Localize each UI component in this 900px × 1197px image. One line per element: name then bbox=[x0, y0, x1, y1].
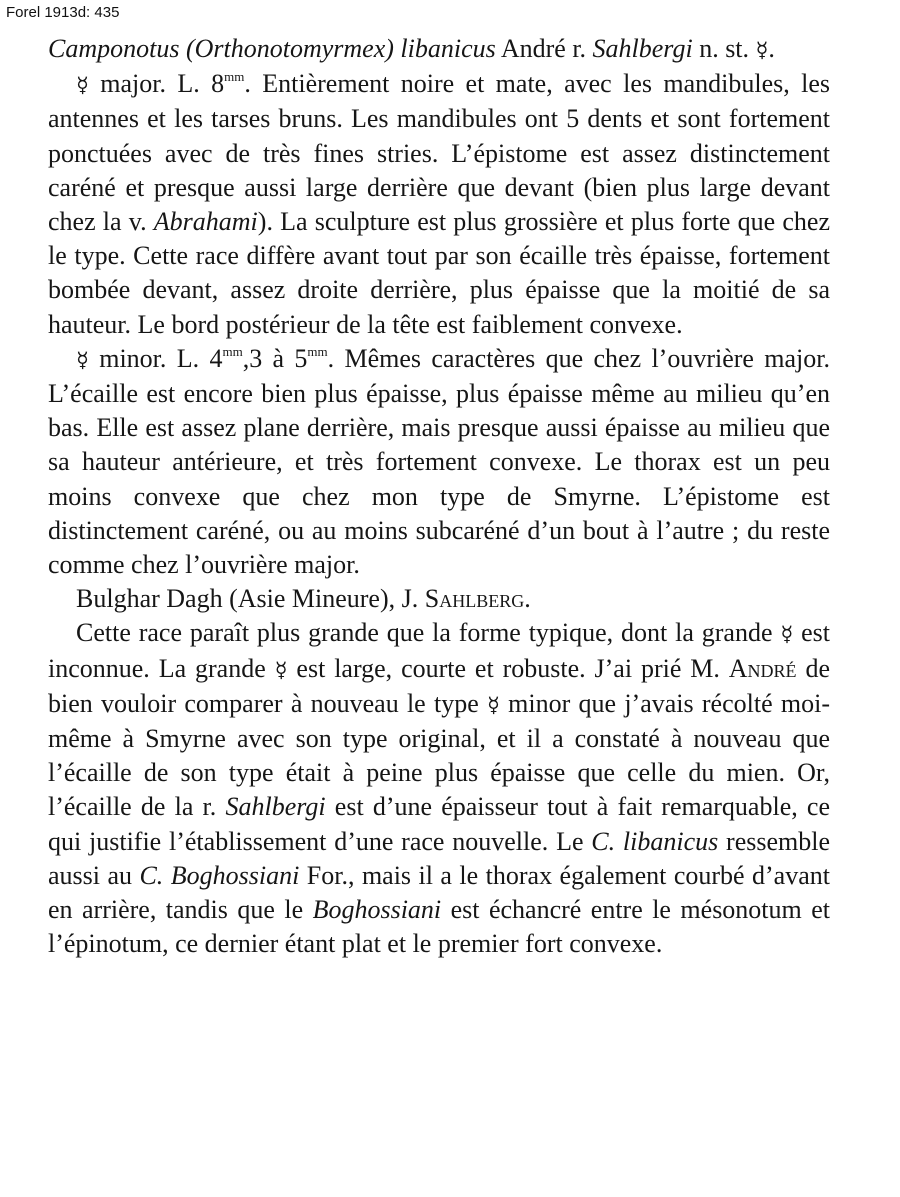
discussion-text: est large, courte et robuste. J’ai prié M. bbox=[287, 653, 729, 683]
discussion-text: de bien vouloir comparer à nouveau le type bbox=[48, 653, 830, 718]
person-name: André bbox=[728, 653, 797, 683]
discussion-text: est échancré entre le mésonotum et l’épinotum, ce dernier étant plat et le premier fort convexe. bbox=[48, 895, 830, 959]
taxon-status: n. st. bbox=[699, 34, 750, 63]
major-text-1: . Entièrement noire et mate, avec les mandibules, les antennes et les tarses bruns. Les mandibules ont 5 dents et sont fortement ponctuées avec de très fines stries. L’épistome est assez distinctement caréné et presque aussi large derrière que devant (bien plus large devant chez la v. bbox=[48, 69, 831, 237]
discussion-text: For., mais il a le thorax également courbé d’avant en arrière, tandis que le bbox=[48, 860, 830, 925]
locality-line bbox=[48, 582, 830, 616]
unit-mm: mm bbox=[224, 69, 245, 85]
worker-symbol: ☿ bbox=[76, 73, 89, 98]
unit-mm: mm bbox=[222, 343, 243, 359]
taxon-author: André bbox=[500, 34, 566, 63]
taxon-name: Camponotus (Orthonotomyrmex) libanicus bbox=[48, 34, 496, 63]
worker-symbol: ☿ bbox=[780, 622, 794, 647]
collector-name: Sahlberg bbox=[424, 584, 525, 614]
discussion-text: minor que j’avais récolté moi-même à Smyrne avec son type original, et il a constaté à nouveau que l’écaille de son type était à peine plus épaisse que celle du mien. Or, l’écaille de la r. bbox=[48, 688, 830, 822]
race-name: Sahlbergi bbox=[225, 792, 326, 822]
variety-name: Abrahami bbox=[153, 207, 258, 237]
worker-symbol: ☿ bbox=[487, 692, 500, 717]
race-name: Sahlbergi bbox=[592, 34, 693, 63]
minor-mid: ,3 à 5 bbox=[242, 343, 308, 373]
discussion-text: est d’une épaisseur tout à fait remarquable, ce qui justifie l’établissement d’une race nouvelle. Le bbox=[48, 792, 830, 856]
discussion-text: ressemble aussi au bbox=[48, 826, 831, 890]
page-reference-label: Forel 1913d: 435 bbox=[6, 4, 120, 21]
major-text-2: ). La sculpture est plus grossière et plus forte que chez le type. Cette race diffère avant tout par son écaille très épaisse, fortement bombée devant, assez droite derrière, plus épaisse que la moitié de sa hauteur. Le bord postérieur de la tête est faiblement convexe. bbox=[48, 207, 831, 339]
minor-lead: minor. L. 4 bbox=[99, 343, 223, 373]
species-name: C. Boghossiani bbox=[139, 860, 300, 890]
race-prefix: r. bbox=[572, 34, 587, 63]
discussion-text: Cette race paraît plus grande que la forme typique, dont la grande bbox=[76, 618, 781, 648]
worker-symbol: ☿ bbox=[274, 657, 288, 682]
major-lead: major. L. 8 bbox=[100, 69, 225, 99]
taxon-title: Camponotus (Orthonotomyrmex) libanicus André r. Sahlbergi n. st. ☿. bbox=[48, 34, 775, 63]
discussion-text: est inconnue. La grande bbox=[48, 618, 830, 683]
minor-worker-paragraph bbox=[48, 342, 830, 582]
locality-text: Bulghar Dagh (Asie Mineure), J. bbox=[76, 584, 425, 614]
species-name: Boghossiani bbox=[312, 895, 442, 925]
locality-end: . bbox=[524, 584, 531, 614]
species-name: C. libanicus bbox=[591, 826, 719, 856]
discussion-paragraph bbox=[48, 616, 830, 961]
minor-text: . Mêmes caractères que chez l’ouvrière major. L’écaille est encore bien plus épaisse, plus épaisse même au milieu qu’en bas. Elle est assez plane derrière, mais presque aussi épaisse au milieu que sa hauteur antérieure, et très fortement convexe. Le thorax est un peu moins convexe que chez mon type de Smyrne. L’épistome est distinctement caréné, ou au moins subcaréné d’un bout à l’autre ; du reste comme chez l’ouvrière major. bbox=[48, 343, 830, 580]
document-text bbox=[48, 32, 830, 961]
major-worker-paragraph bbox=[48, 67, 830, 342]
worker-symbol: ☿ bbox=[76, 347, 89, 372]
unit-mm: mm bbox=[307, 343, 328, 359]
worker-symbol: ☿ bbox=[755, 38, 769, 62]
